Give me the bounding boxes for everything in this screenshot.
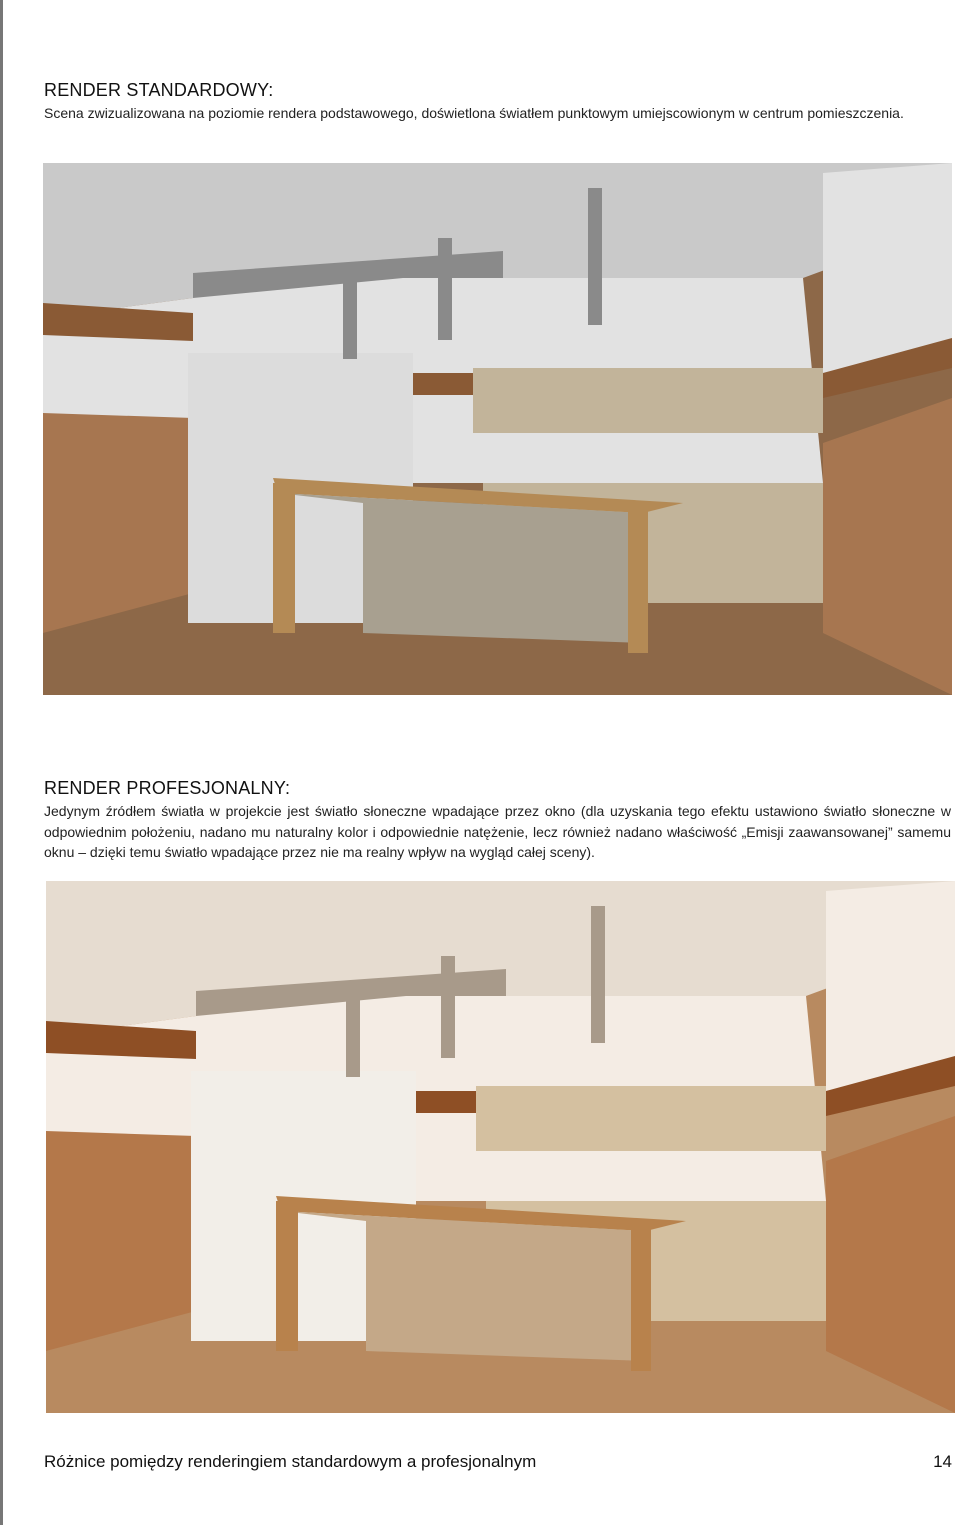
standard-render-description: Scena zwizualizowana na poziomie rendera podstawowego, doświetlona światłem punktowym umiejscowionym w centrum pomieszczenia. (44, 105, 904, 121)
footer-title: Różnice pomiędzy renderingiem standardowym a profesjonalnym (44, 1452, 537, 1471)
standard-render-heading: RENDER STANDARDOWY: (44, 80, 274, 100)
professional-render-description: Jedynym źródłem światła w projekcie jest światło słoneczne wpadające przez okno (dla uzyskania tego efektu ustawiono światło słoneczne w odpowiednim położeniu, nadano mu naturalny kolor i odpowiednie natężenie, lecz również nadano właściwość „Emisji zaawansowanej” samemu oknu – dzięki temu światło wpadające przez nie ma realny wpływ na wygląd całej sceny). (44, 803, 951, 860)
professional-render-image (46, 881, 955, 1413)
standard-kitchen-scene (43, 163, 952, 695)
page-left-rule (0, 0, 3, 1525)
professional-render-heading: RENDER PROFESJONALNY: (44, 778, 291, 798)
page-number: 14 (933, 1452, 952, 1471)
standard-render-image (43, 163, 952, 695)
professional-kitchen-scene (46, 881, 955, 1413)
